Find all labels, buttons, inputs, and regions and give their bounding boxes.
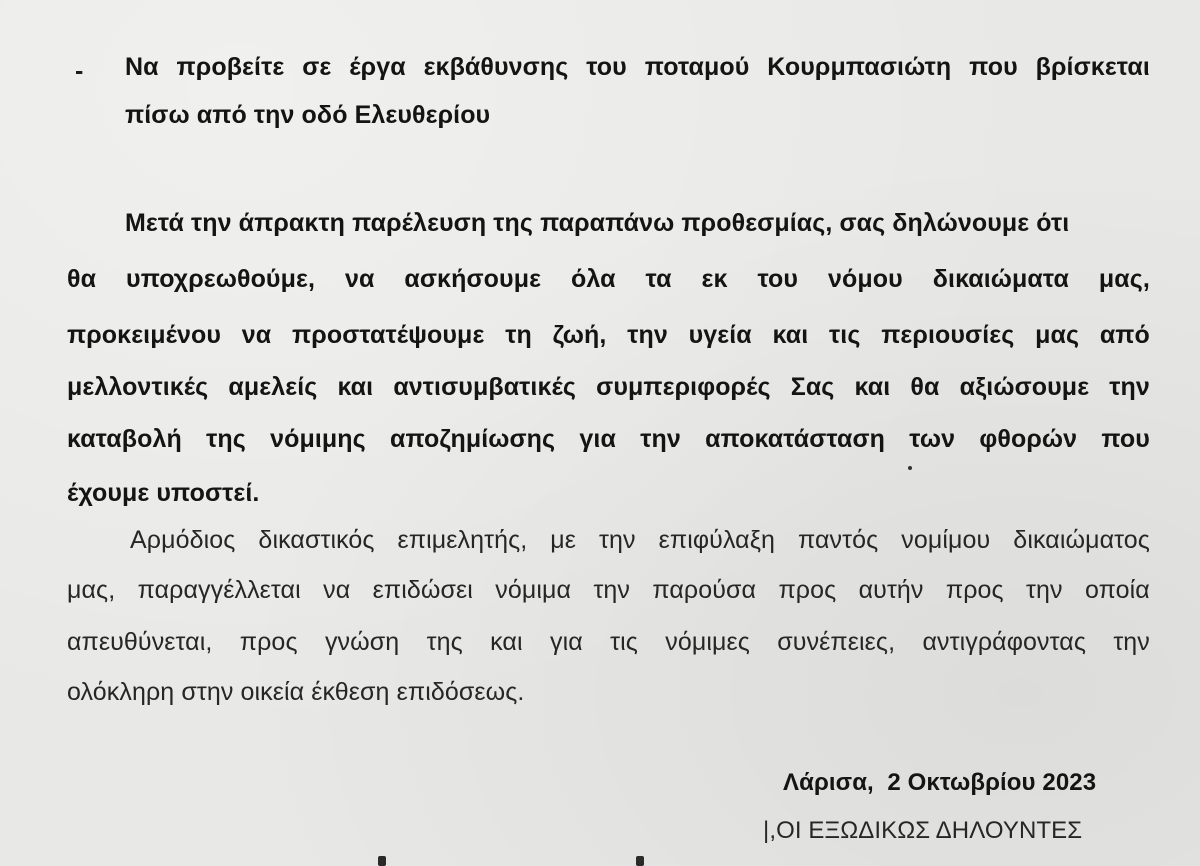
word: για (549, 628, 583, 656)
word: προς (239, 628, 298, 656)
word: από (1099, 321, 1150, 349)
word: αυτήν (858, 576, 924, 604)
word: προς (945, 576, 1004, 604)
paragraph1-line-1: Μετά την άπρακτη παρέλευση της παραπάνω προθεσμίας, σας δηλώνουμε ότι (125, 209, 1070, 237)
word: που (1101, 425, 1150, 453)
paragraph2-line-4: ολόκληρη στην οικεία έκθεση επιδόσεως. (67, 678, 525, 706)
word: μελλοντικές (67, 373, 209, 401)
word: την (627, 321, 668, 349)
word: βρίσκεται (1035, 53, 1150, 81)
word: αποκατάσταση (705, 425, 886, 453)
word: της (206, 425, 246, 453)
word: επιμελητής, (397, 526, 528, 554)
word: θα (67, 265, 97, 293)
bullet-line-2: πίσω από την οδό Ελευθερίου (125, 101, 491, 129)
word: την (640, 425, 681, 453)
word: αντιγράφοντας (922, 628, 1086, 656)
word: συμπεριφορές (596, 373, 771, 401)
word: και (490, 628, 523, 656)
word: να (344, 265, 375, 293)
word: προκειμένου (67, 321, 222, 349)
word: του (586, 53, 627, 81)
word: ζωή, (552, 321, 607, 349)
word: μας, (1098, 265, 1150, 293)
word: καταβολή (67, 425, 182, 453)
word: Να (125, 53, 159, 81)
word: την (1113, 628, 1150, 656)
word: επιφύλαξη (658, 526, 776, 554)
word: ποταμού (644, 53, 750, 81)
word: συνέπειες, (777, 628, 896, 656)
word: δικαστικός (258, 526, 375, 554)
place-and-date: Λάρισα, 2 Οκτωβρίου 2023 (783, 769, 1097, 796)
word: μας, (67, 576, 116, 604)
word: και (854, 373, 891, 401)
paragraph1-line-2 (67, 264, 1150, 294)
word: τις (829, 321, 861, 349)
word: να (241, 321, 272, 349)
word: και (772, 321, 809, 349)
word: θα (910, 373, 940, 401)
word: μας (1035, 321, 1080, 349)
word: και (337, 373, 374, 401)
word: προς (778, 576, 837, 604)
word: απευθύνεται, (67, 628, 213, 656)
word: Σας (790, 373, 835, 401)
paragraph1-line-5 (67, 424, 1150, 454)
word: ασκήσουμε (404, 265, 542, 293)
word: γνώση (324, 628, 400, 656)
paragraph1-line-4 (67, 372, 1150, 402)
signature-mark (378, 856, 386, 866)
bullet-dash: - (75, 57, 84, 85)
word: την (593, 576, 631, 604)
word: υγεία (688, 321, 752, 349)
paragraph2-line-3 (67, 627, 1150, 657)
word: τις (610, 628, 638, 656)
bullet-line-1 (125, 52, 1150, 82)
word: την (1026, 576, 1063, 604)
word: να (323, 576, 351, 604)
word: αντισυμβατικές (393, 373, 577, 401)
word: επιδώσει (372, 576, 473, 604)
word: την (1109, 373, 1150, 401)
word: προστατέψουμε (292, 321, 485, 349)
word: όλα (571, 265, 616, 293)
signature-mark (636, 856, 644, 866)
word: Αρμόδιος (130, 526, 236, 554)
word: έργα (349, 53, 406, 81)
word: τα (645, 265, 672, 293)
ink-speck (908, 466, 912, 470)
paragraph2-line-2 (67, 575, 1150, 605)
word: παρούσα (652, 576, 757, 604)
word: εκ (701, 265, 728, 293)
word: που (969, 53, 1018, 81)
word: νομίμου (901, 526, 991, 554)
word: περιουσίες (881, 321, 1015, 349)
word: Κουρμπασιώτη (767, 53, 952, 81)
word: του (757, 265, 799, 293)
word: νόμιμες (665, 628, 750, 656)
word: υποχρεωθούμε, (126, 265, 315, 293)
word: τη (505, 321, 532, 349)
word: φθορών (979, 425, 1078, 453)
word: παραγγέλλεται (137, 576, 301, 604)
word: αμελείς (228, 373, 318, 401)
word: αξιώσουμε (959, 373, 1090, 401)
word: νόμου (828, 265, 903, 293)
paragraph1-line-6: έχουμε υποστεί. (67, 479, 260, 507)
word: δικαιώματος (1013, 526, 1150, 554)
word: οποία (1084, 576, 1150, 604)
word: σε (302, 53, 332, 81)
word: για (579, 425, 616, 453)
word: με (550, 526, 577, 554)
word: νόμιμα (495, 576, 572, 604)
word: την (599, 526, 636, 554)
paragraph1-line-3 (67, 320, 1150, 350)
word: αποζημίωσης (390, 425, 556, 453)
word: της (426, 628, 463, 656)
word: νόμιμης (270, 425, 366, 453)
paragraph2-line-1 (130, 525, 1150, 555)
word: εκβάθυνσης (423, 53, 569, 81)
word: των (909, 425, 956, 453)
word: προβείτε (176, 53, 285, 81)
word: δικαιώματα (932, 265, 1069, 293)
signatories-heading: |,ΟΙ ΕΞΩΔΙΚΩΣ ΔΗΛΟΥΝΤΕΣ (763, 817, 1083, 844)
word: παντός (798, 526, 879, 554)
